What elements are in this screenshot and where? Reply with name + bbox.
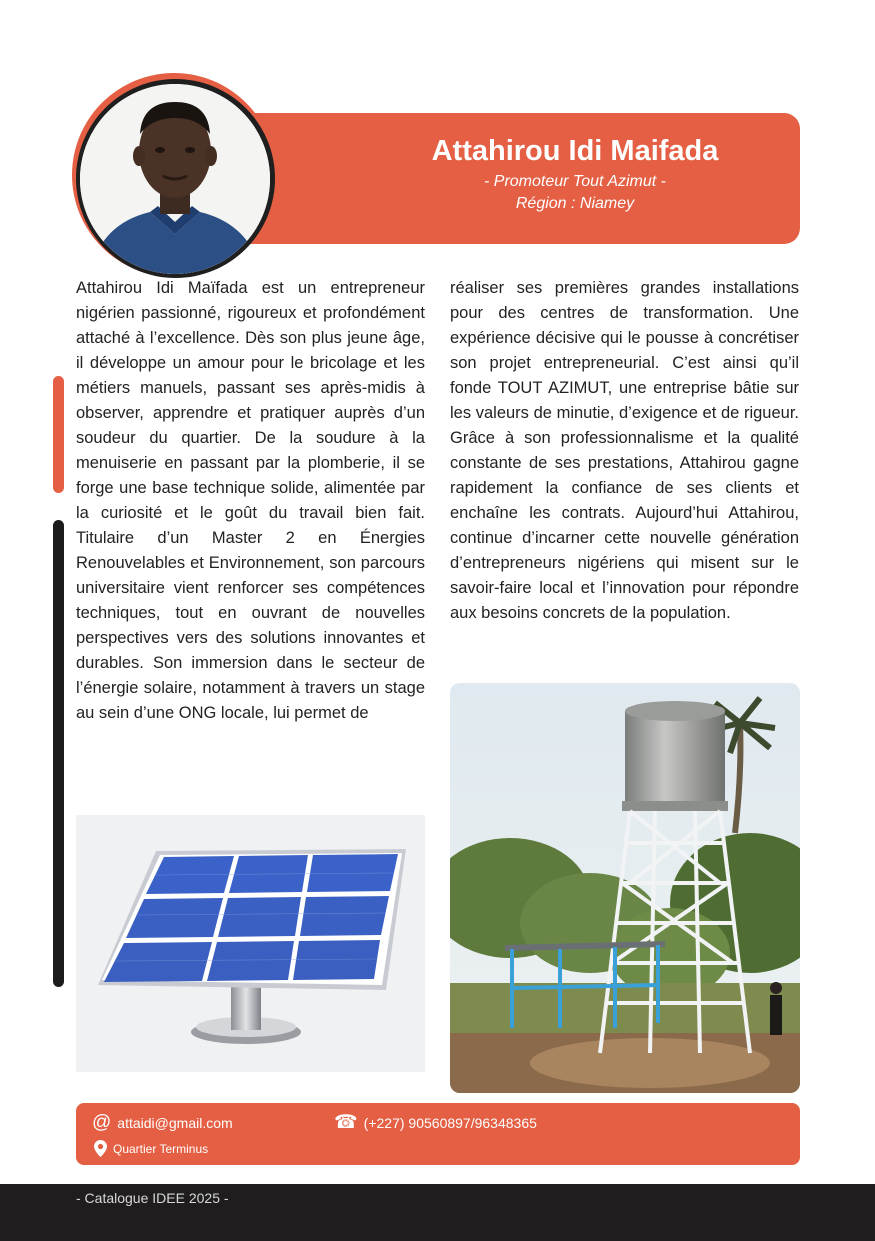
dark-bar (53, 520, 64, 987)
footer (0, 1184, 875, 1241)
contact-phone (334, 1113, 537, 1132)
bio-text-left: Attahirou Idi Maïfada est un entrepreneur nigérien passionné, rigoureux et profondément attaché à l’excellence. Dès son plus jeune âge, il développe un amour pour le bricolage et les métiers manuels, passant ses après-midis à observer, apprendre et pratiquer auprès d’un soudeur du quartier. De la soudure à la menuiserie en passant par la plomberie, il se forge une base technique solide, alimentée par la curiosité et le goût du travail bien fait. Titulaire d’un Master 2 en Énergies Renouvelables et Environnement, son parcours universitaire vient renforcer ses compétences techniques, tout en ouvrant de nouvelles perspectives vers des solutions innovantes et durables. Son immersion dans le secteur de l’énergie solaire, notamment à travers un stage au sein d’une ONG locale, lui permet de (76, 279, 425, 722)
at-sign-icon: @ (92, 1112, 112, 1133)
profile-photo (80, 84, 270, 274)
water-tower-image (450, 683, 800, 1093)
person-name: Attahirou Idi Maifada (431, 135, 719, 167)
phone-text[interactable]: (+227) 90560897/96348365 (363, 1114, 537, 1131)
address-text: Quartier Terminus (113, 1141, 209, 1156)
footer-text: - Catalogue IDEE 2025 - (76, 1190, 229, 1206)
location-pin-icon (94, 1140, 107, 1157)
accent-bar (53, 376, 64, 493)
solar-panel-image (76, 815, 425, 1072)
contact-email (92, 1113, 233, 1132)
bio-text-right: réaliser ses premières grandes installations pour des centres de transformation. Une expérience décisive qui le pousse à concrétiser son projet entrepreneurial. C’est ainsi qu’il fonde TOUT AZIMUT, une entreprise bâtie sur les valeurs de minutie, d’exigence et de rigueur. Grâce à son professionnalisme et la qualité constante de ses prestations, Attahirou gagne rapidement la confiance de ses clients et enchaîne les contrats. Aujourd’hui Attahirou, continue d’incarner cette nouvelle génération d’entrepreneurs nigériens qui misent sur le savoir-faire local et l’innovation pour répondre aux besoins concrets de la population. (450, 279, 799, 622)
contact-bar (76, 1103, 800, 1165)
email-text[interactable]: attaidi@gmail.com (117, 1114, 233, 1131)
contact-address (94, 1140, 208, 1157)
person-role: - Promoteur Tout Azimut - (484, 173, 666, 190)
telephone-icon: ☎ (334, 1112, 358, 1133)
person-region: Région : Niamey (515, 195, 635, 212)
